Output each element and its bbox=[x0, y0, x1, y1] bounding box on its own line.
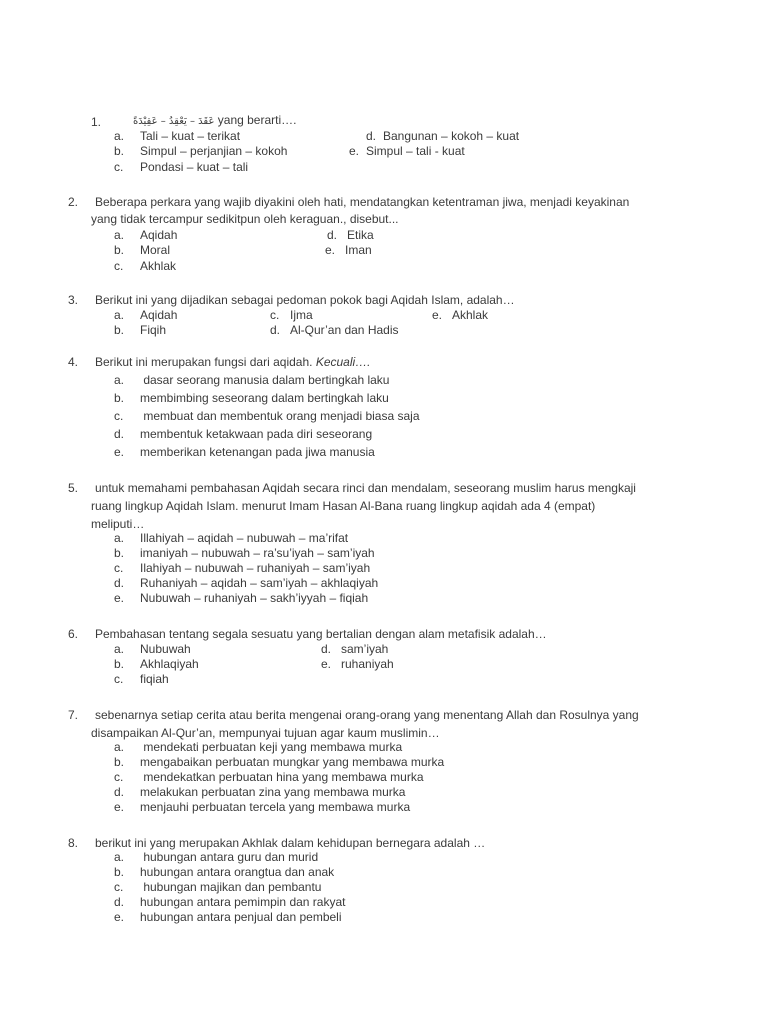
option-a bbox=[114, 531, 348, 545]
option-text: Iman bbox=[345, 243, 372, 257]
option-letter: c. bbox=[114, 672, 124, 686]
question-stem-line: disampaikan Al-Qur’an, mempunyai tujuan agar kaum muslimin… bbox=[91, 726, 440, 740]
option-letter: b. bbox=[114, 243, 125, 257]
option-letter: c. bbox=[270, 308, 280, 322]
option-text: imaniyah – nubuwah – ra’su’iyah – sam’iyah bbox=[140, 546, 375, 560]
option-letter: c. bbox=[114, 160, 124, 174]
option-letter: a. bbox=[114, 531, 125, 545]
option-text: Bangunan – kokoh – kuat bbox=[383, 129, 520, 143]
option-c bbox=[270, 308, 313, 322]
option-text: hubungan antara pemimpin dan rakyat bbox=[140, 895, 346, 909]
option-e bbox=[432, 308, 488, 322]
option-text: Moral bbox=[140, 243, 171, 257]
option-c bbox=[114, 770, 424, 784]
option-letter: b. bbox=[114, 657, 125, 671]
option-text: mengabaikan perbuatan mungkar yang membawa murka bbox=[140, 755, 445, 769]
option-a bbox=[114, 642, 191, 656]
option-text: Ijma bbox=[290, 308, 313, 322]
option-letter: e. bbox=[114, 910, 125, 924]
question-stem-line: sebenarnya setiap cerita atau berita mengenai orang-orang yang menentang Allah dan Rosulnya yang bbox=[95, 708, 639, 722]
option-letter: e. bbox=[325, 243, 336, 257]
option-letter: e. bbox=[349, 144, 360, 158]
option-b bbox=[114, 323, 166, 337]
option-e bbox=[114, 591, 368, 605]
option-letter: b. bbox=[114, 144, 125, 158]
option-letter: a. bbox=[114, 228, 125, 242]
option-text: memberikan ketenangan pada jiwa manusia bbox=[140, 445, 375, 459]
option-d bbox=[270, 323, 399, 337]
option-letter: e. bbox=[321, 657, 332, 671]
option-text: ruhaniyah bbox=[341, 657, 394, 671]
question-stem-line: Berikut ini yang dijadikan sebagai pedoman pokok bagi Aqidah Islam, adalah… bbox=[95, 293, 515, 307]
question-stem-line: yang tidak tercampur sedikitpun oleh keraguan., disebut... bbox=[91, 212, 399, 226]
option-e bbox=[114, 800, 410, 814]
option-text: hubungan antara guru dan murid bbox=[140, 850, 319, 864]
question-number: 5. bbox=[68, 481, 79, 495]
option-b bbox=[114, 243, 170, 257]
stem-main: Berikut ini merupakan fungsi dari aqidah. bbox=[95, 355, 313, 369]
option-letter: a. bbox=[114, 373, 125, 387]
option-c bbox=[114, 160, 248, 174]
option-a bbox=[114, 308, 177, 322]
option-letter: e. bbox=[114, 800, 125, 814]
question-number: 4. bbox=[68, 355, 79, 369]
option-e bbox=[114, 445, 375, 459]
question-stem bbox=[133, 113, 296, 127]
option-text: Akhlak bbox=[452, 308, 489, 322]
option-letter: d. bbox=[327, 228, 338, 242]
arabic-text: عَقَدَ – يَعْقِدُ – عَقِيْدَةً bbox=[133, 116, 215, 127]
option-letter: e. bbox=[114, 445, 125, 459]
option-d bbox=[114, 576, 378, 590]
option-text: Fiqih bbox=[140, 323, 167, 337]
option-letter: b. bbox=[114, 391, 125, 405]
option-a bbox=[114, 373, 389, 387]
option-text: Aqidah bbox=[140, 228, 178, 242]
option-letter: d. bbox=[114, 785, 125, 799]
option-letter: b. bbox=[114, 323, 125, 337]
option-text: Ruhaniyah – aqidah – sam’iyah – akhlaqiyah bbox=[140, 576, 379, 590]
option-e bbox=[114, 910, 342, 924]
option-letter: a. bbox=[114, 308, 125, 322]
option-a bbox=[114, 740, 402, 754]
option-text: Akhlak bbox=[140, 259, 177, 273]
option-c bbox=[114, 880, 321, 894]
option-letter: b. bbox=[114, 546, 125, 560]
option-d bbox=[327, 228, 374, 242]
question-stem-line: Beberapa perkara yang wajib diyakini oleh hati, mendatangkan ketentraman jiwa, menjadi keyakinan bbox=[95, 195, 630, 209]
option-e bbox=[321, 657, 394, 671]
option-text: Simpul – perjanjian – kokoh bbox=[140, 144, 288, 158]
question-number: 6. bbox=[68, 627, 79, 641]
option-text: Etika bbox=[347, 228, 374, 242]
option-letter: a. bbox=[114, 850, 125, 864]
option-text: Simpul – tali - kuat bbox=[366, 144, 465, 158]
option-letter: d. bbox=[114, 427, 125, 441]
option-text: Al-Qur’an dan Hadis bbox=[290, 323, 399, 337]
question-number: 3. bbox=[68, 293, 79, 307]
option-text: fiqiah bbox=[140, 672, 169, 686]
option-letter: d. bbox=[114, 895, 125, 909]
option-b bbox=[114, 144, 287, 158]
question-number: 1. bbox=[91, 115, 102, 129]
option-text: Akhlaqiyah bbox=[140, 657, 199, 671]
option-text: melakukan perbuatan zina yang membawa murka bbox=[140, 785, 406, 799]
question-stem-line: meliputi… bbox=[91, 517, 145, 531]
option-letter: b. bbox=[114, 865, 125, 879]
option-text: mendekatkan perbuatan hina yang membawa murka bbox=[140, 770, 424, 784]
option-b bbox=[114, 546, 375, 560]
option-text: hubungan antara orangtua dan anak bbox=[140, 865, 335, 879]
option-text: hubungan antara penjual dan pembeli bbox=[140, 910, 342, 924]
question-stem-line: ruang lingkup Aqidah Islam. menurut Imam Hasan Al-Bana ruang lingkup aqidah ada 4 (empat) bbox=[91, 499, 596, 513]
option-c bbox=[114, 259, 176, 273]
option-letter: d. bbox=[114, 576, 125, 590]
option-text: Pondasi – kuat – tali bbox=[140, 160, 249, 174]
option-letter: a. bbox=[114, 642, 125, 656]
option-text: Ilahiyah – nubuwah – ruhaniyah – sam’iyah bbox=[140, 561, 371, 575]
option-e bbox=[325, 243, 372, 257]
option-a bbox=[114, 129, 240, 143]
option-d bbox=[114, 895, 345, 909]
option-c bbox=[114, 672, 169, 686]
option-text: mendekati perbuatan keji yang membawa murka bbox=[140, 740, 403, 754]
option-b bbox=[114, 755, 444, 769]
option-text: Aqidah bbox=[140, 308, 178, 322]
option-letter: c. bbox=[114, 770, 124, 784]
option-d bbox=[321, 642, 388, 656]
option-b bbox=[114, 657, 199, 671]
stem-tail: yang berarti…. bbox=[217, 113, 297, 127]
question-number: 7. bbox=[68, 708, 79, 722]
option-d bbox=[114, 427, 372, 441]
question-stem-line: Pembahasan tentang segala sesuatu yang bertalian dengan alam metafisik adalah… bbox=[95, 627, 547, 641]
option-c bbox=[114, 561, 370, 575]
option-letter: a. bbox=[114, 740, 125, 754]
option-d bbox=[114, 785, 405, 799]
option-letter: c. bbox=[114, 880, 124, 894]
option-e bbox=[349, 144, 465, 158]
option-text: membuat dan membentuk orang menjadi biasa saja bbox=[140, 409, 420, 423]
option-text: Nubuwah – ruhaniyah – sakh’iyyah – fiqiah bbox=[140, 591, 369, 605]
option-b bbox=[114, 391, 389, 405]
option-letter: c. bbox=[114, 409, 124, 423]
option-letter: a. bbox=[114, 129, 125, 143]
option-letter: b. bbox=[114, 755, 125, 769]
option-letter: c. bbox=[114, 561, 124, 575]
option-letter: d. bbox=[366, 129, 377, 143]
option-text: Nubuwah bbox=[140, 642, 191, 656]
option-a bbox=[114, 850, 318, 864]
option-text: menjauhi perbuatan tercela yang membawa murka bbox=[140, 800, 411, 814]
option-letter: c. bbox=[114, 259, 124, 273]
question-number: 2. bbox=[68, 195, 79, 209]
option-text: membentuk ketakwaan pada diri seseorang bbox=[140, 427, 373, 441]
option-text: Tali – kuat – terikat bbox=[140, 129, 241, 143]
option-letter: e. bbox=[432, 308, 443, 322]
option-b bbox=[114, 865, 334, 879]
option-text: Illahiyah – aqidah – nubuwah – ma’rifat bbox=[140, 531, 349, 545]
stem-italic: Kecuali…. bbox=[315, 355, 371, 369]
option-text: dasar seorang manusia dalam bertingkah laku bbox=[140, 373, 390, 387]
question-number: 8. bbox=[68, 836, 79, 850]
question-stem-line: untuk memahami pembahasan Aqidah secara rinci dan mendalam, seseorang muslim harus mengkaji bbox=[95, 481, 636, 495]
option-text: sam’iyah bbox=[341, 642, 389, 656]
question-stem-line: berikut ini yang merupakan Akhlak dalam kehidupan bernegara adalah … bbox=[95, 836, 486, 850]
option-text: hubungan majikan dan pembantu bbox=[140, 880, 322, 894]
option-letter: e. bbox=[114, 591, 125, 605]
option-d bbox=[366, 129, 519, 143]
option-text: membimbing seseorang dalam bertingkah laku bbox=[140, 391, 389, 405]
option-letter: d. bbox=[321, 642, 332, 656]
option-letter: d. bbox=[270, 323, 281, 337]
question-stem bbox=[95, 355, 371, 369]
option-a bbox=[114, 228, 177, 242]
option-c bbox=[114, 409, 420, 423]
